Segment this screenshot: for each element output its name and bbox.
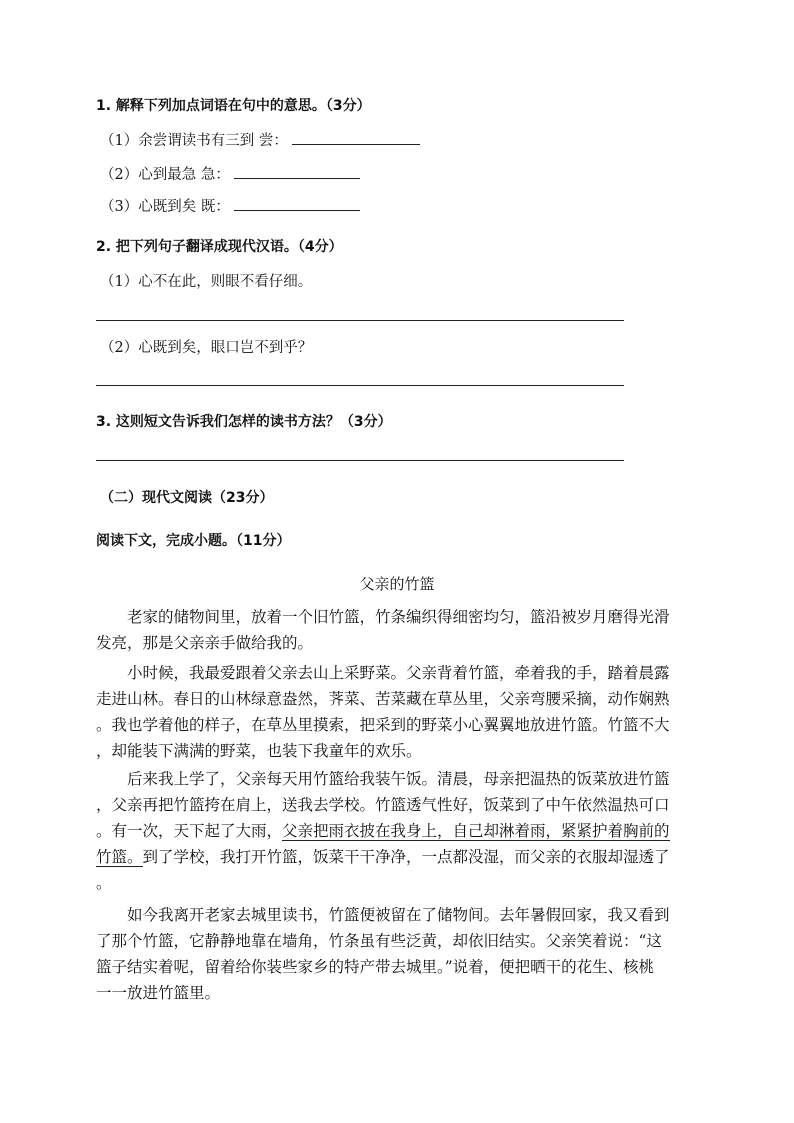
paragraph-line: 。我也学着他的样子，在草丛里摸索，把采到的野菜小心翼翼地放进竹篮。竹篮不大: [96, 716, 670, 734]
text-segment: 到了学校，我打开竹篮，饭菜干干净净，一点都没湿，而父亲的衣服却湿透了: [142, 848, 670, 866]
paragraph-line: ，却能装下满满的野菜，也装下我童年的欢乐。: [96, 742, 422, 760]
paragraph-3: [96, 766, 696, 896]
paragraph-line: [96, 818, 696, 844]
answer-line[interactable]: [96, 320, 624, 321]
paragraph-line: 走进山林。春日的山林绿意盎然，荠菜、苦菜藏在草丛里，父亲弯腰采摘，动作娴熟: [96, 690, 670, 708]
underlined-sentence: 父亲把雨衣披在我身上，自己却淋着雨，紧紧护着胸前的: [282, 822, 670, 840]
paragraph-line: 小时候，我最爱跟着父亲去山上采野菜。父亲背着竹篮，牵着我的手，踏着晨露: [127, 664, 670, 682]
item-text: （3）心既到矣 既：: [100, 199, 230, 215]
question-1-item-1: [100, 130, 420, 151]
paragraph-4: [96, 902, 696, 1006]
question-1-item-3: [100, 196, 360, 217]
section-heading: （二）现代文阅读（23分）: [100, 490, 274, 506]
text-segment: 。有一次，天下起了大雨，: [96, 822, 283, 840]
question-2-item-1: （1）心不在此，则眼不看仔细。: [100, 274, 313, 290]
paragraph-line: 一一放进竹篮里。: [96, 984, 221, 1002]
item-text: （1）余尝谓读书有三到 尝：: [100, 133, 288, 149]
answer-blank[interactable]: [234, 164, 360, 179]
question-3-heading: 3. 这则短文告诉我们怎样的读书方法？（3分）: [96, 414, 392, 430]
question-1-heading: 1. 解释下列加点词语在句中的意思。（3分）: [96, 98, 371, 114]
instruction: 阅读下文，完成小题。（11分）: [96, 533, 291, 549]
answer-line[interactable]: [96, 385, 624, 386]
question-2-item-2: （2）心既到矣，眼口岂不到乎？: [100, 340, 313, 356]
underlined-sentence: 竹篮。: [96, 848, 143, 866]
paragraph-line: 。: [96, 874, 112, 892]
paragraph-line: 如今我离开老家去城里读书，竹篮便被留在了储物间。去年暑假回家，我又看到: [127, 906, 670, 924]
paragraph-line: [96, 844, 696, 870]
answer-blank[interactable]: [234, 196, 360, 211]
paragraph-line: 篮子结实着呢，留着给你装些家乡的特产带去城里。”说着，便把晒干的花生、核桃: [96, 958, 655, 976]
paragraph-line: ，父亲再把竹篮挎在肩上，送我去学校。竹篮透气性好，饭菜到了中午依然温热可口: [96, 796, 670, 814]
paragraph-line: 老家的储物间里，放着一个旧竹篮，竹条编织得细密均匀，篮沿被岁月磨得光滑: [127, 608, 670, 626]
paragraph-line: 了那个竹篮，它静静地靠在墙角，竹条虽有些泛黄，却依旧结实。父亲笑着说：“这: [96, 932, 662, 950]
answer-blank[interactable]: [292, 130, 420, 145]
paragraph-1: [96, 604, 696, 656]
answer-line[interactable]: [96, 460, 624, 461]
paragraph-2: [96, 660, 696, 764]
passage-title: 父亲的竹篮: [359, 575, 435, 593]
paragraph-line: 发亮，那是父亲亲手做给我的。: [96, 634, 314, 652]
paragraph-line: 后来我上学了，父亲每天用竹篮给我装午饭。清晨，母亲把温热的饭菜放进竹篮: [127, 770, 670, 788]
question-2-heading: 2. 把下列句子翻译成现代汉语。（4分）: [96, 239, 343, 255]
item-text: （2）心到最急 急：: [100, 167, 230, 183]
question-1-item-2: [100, 164, 360, 185]
